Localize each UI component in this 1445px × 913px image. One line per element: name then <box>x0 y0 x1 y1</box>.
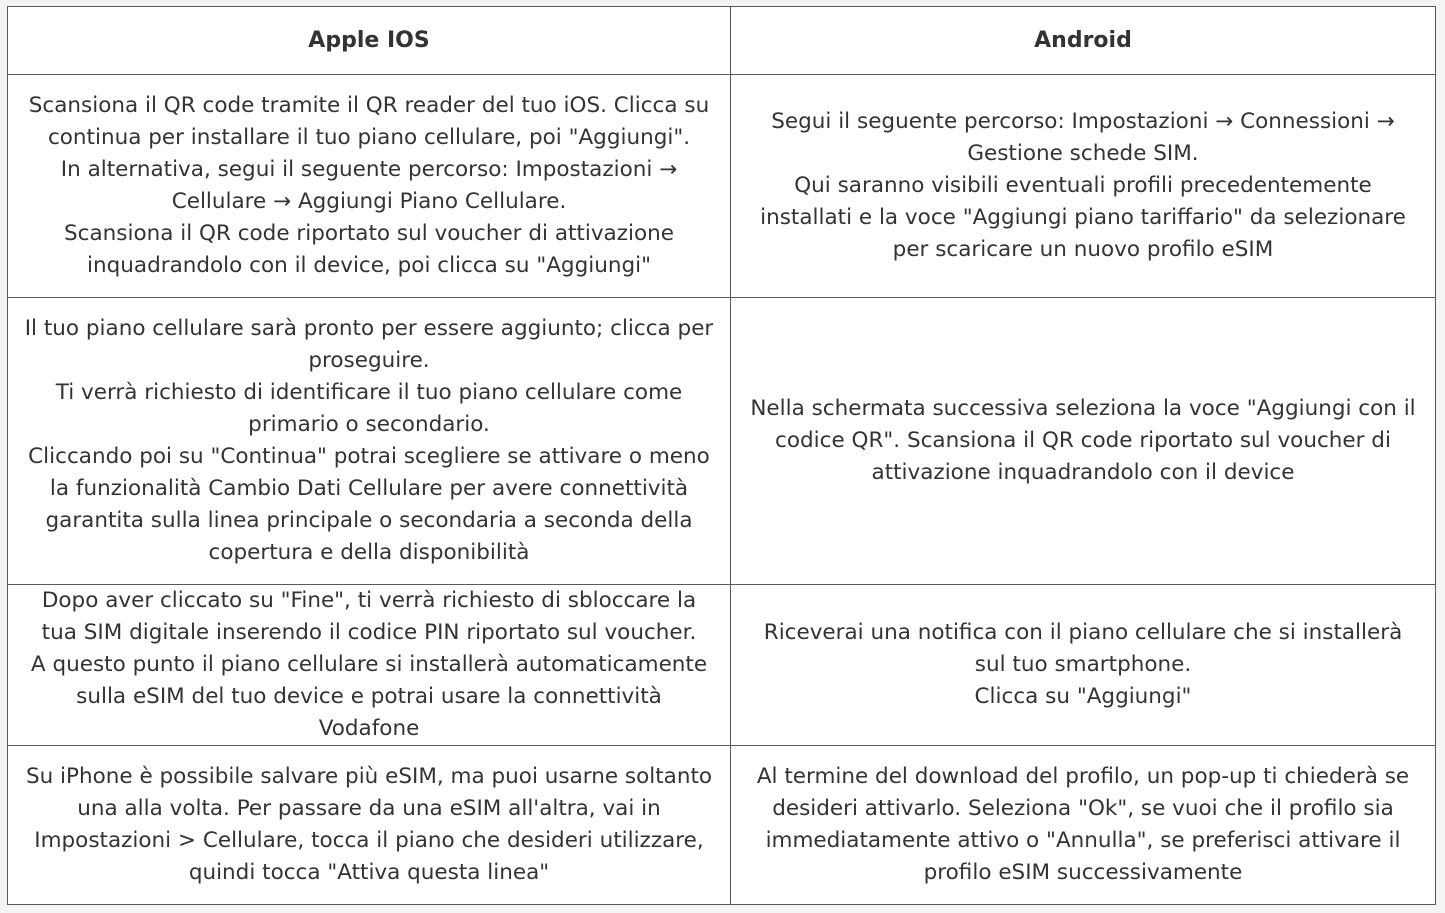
android-step-cell <box>731 746 1436 905</box>
ios-step-cell <box>8 585 731 746</box>
table-row <box>8 75 1436 298</box>
table-row <box>8 298 1436 585</box>
android-step-cell <box>731 298 1436 585</box>
ios-step-cell <box>8 746 731 905</box>
ios-step-cell <box>8 75 731 298</box>
cell-paragraph: Su iPhone è possibile salvare più eSIM, ma puoi usarne soltanto una alla volta. Per passare da una eSIM all'altra, vai in Impostazioni > Cellulare, tocca il piano che desideri utilizzare, quindi tocca "Attiva questa linea" <box>25 764 713 885</box>
cell-paragraph: Al termine del download del profilo, un pop-up ti chiederà se desideri attivarlo. Seleziona "Ok", se vuoi che il profilo sia immediatamente attivo o "Annulla", se preferisci attivare il profilo eSIM successivamente <box>756 764 1410 885</box>
table-row <box>8 585 1436 746</box>
cell-paragraph: Clicca su "Aggiungi" <box>974 684 1192 709</box>
cell-paragraph: A questo punto il piano cellulare si installerà automaticamente sulla eSIM del tuo device e potrai usare la connettività Vodafone <box>30 652 708 741</box>
cell-paragraph: Dopo aver cliccato su "Fine", ti verrà richiesto di sbloccare la tua SIM digitale inserendo il codice PIN riportato sul voucher. <box>41 588 697 645</box>
esim-instructions-table <box>7 6 1436 905</box>
table-header-row <box>8 7 1436 75</box>
cell-paragraph: In alternativa, segui il seguente percorso: Impostazioni → Cellulare → Aggiungi Piano Cellulare. <box>60 157 678 214</box>
cell-paragraph: Cliccando poi su "Continua" potrai scegliere se attivare o meno la funzionalità Cambio Dati Cellulare per avere connettività garantita sulla linea principale o secondaria a seconda della copertura e della disponibilità <box>28 444 710 565</box>
page <box>7 6 1435 904</box>
cell-paragraph: Segui il seguente percorso: Impostazioni → Connessioni → Gestione schede SIM. <box>771 109 1395 166</box>
cell-paragraph: Scansiona il QR code tramite il QR reader del tuo iOS. Clicca su continua per installare il tuo piano cellulare, poi "Aggiungi". <box>28 93 710 150</box>
cell-paragraph: Ti verrà richiesto di identificare il tuo piano cellulare come primario o secondario. <box>55 380 683 437</box>
header-android: Android <box>731 7 1436 75</box>
cell-paragraph: Scansiona il QR code riportato sul voucher di attivazione inquadrandolo con il device, poi clicca su "Aggiungi" <box>64 221 674 278</box>
cell-paragraph: Qui saranno visibili eventuali profili precedentemente installati e la voce "Aggiungi piano tariffario" da selezionare per scaricare un nuovo profilo eSIM <box>760 173 1406 262</box>
cell-paragraph: Il tuo piano cellulare sarà pronto per essere aggiunto; clicca per proseguire. <box>24 316 714 373</box>
table-row <box>8 746 1436 905</box>
android-step-cell <box>731 75 1436 298</box>
header-apple-ios: Apple IOS <box>8 7 731 75</box>
android-step-cell <box>731 585 1436 746</box>
cell-paragraph: Riceverai una notifica con il piano cellulare che si installerà sul tuo smartphone. <box>763 620 1403 677</box>
ios-step-cell <box>8 298 731 585</box>
cell-paragraph: Nella schermata successiva seleziona la voce "Aggiungi con il codice QR". Scansiona il QR code riportato sul voucher di attivazione inquadrandolo con il device <box>750 396 1416 485</box>
